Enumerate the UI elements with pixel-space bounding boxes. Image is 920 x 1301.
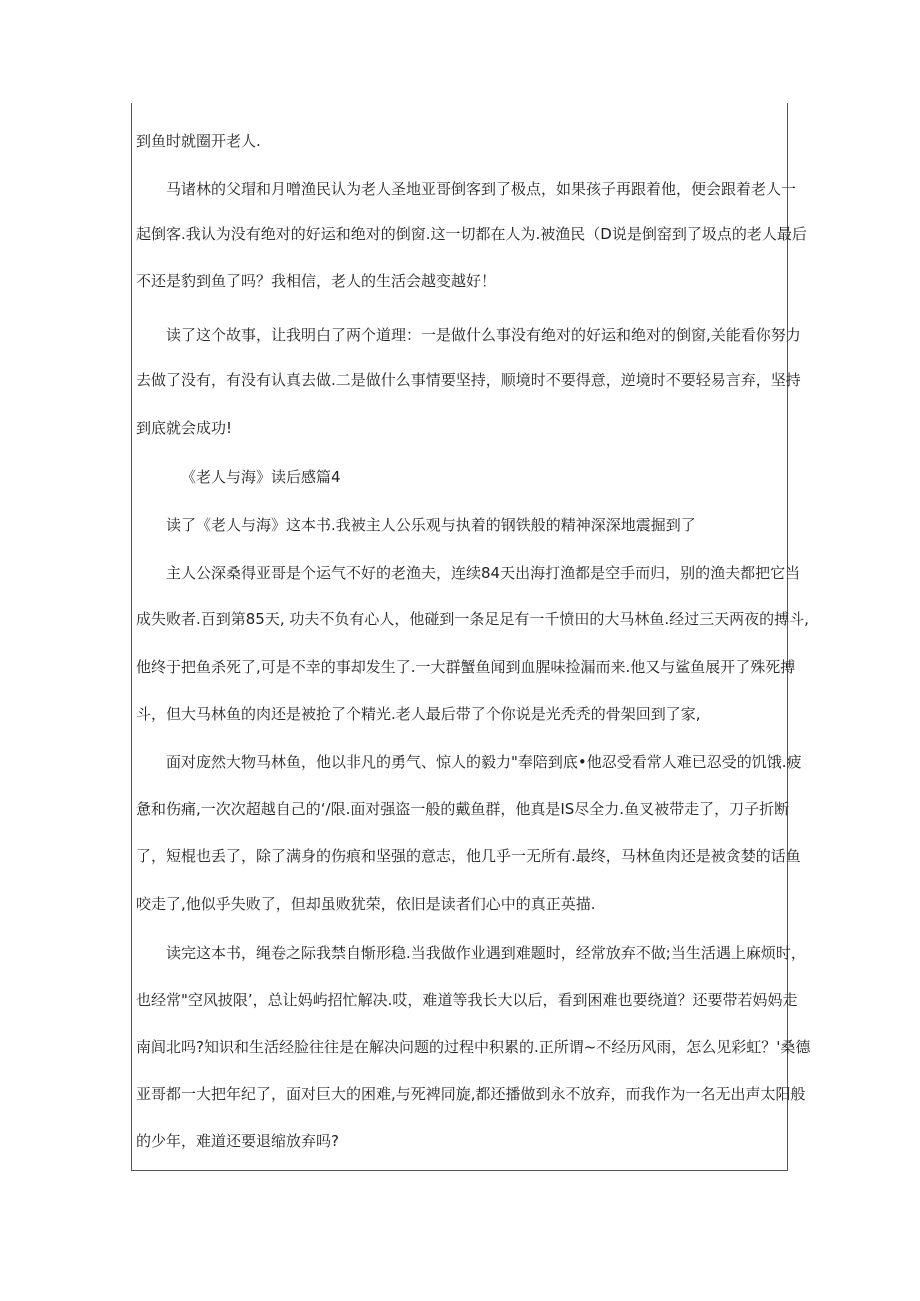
text-line: 惫和伤痛,一次次超越自己的‘/限.面对强盗一般的戴鱼群，他真是IS尽全力.鱼叉被带走了，刀子折断 <box>136 800 790 818</box>
text-line: 南闾北吗?知识和生活经脸往往是在解决问题的过程中积累的.正所谓~不经历风雨，怎么见彩虹？'桑德 <box>136 1038 811 1056</box>
text-line: 不还是豹到鱼了吗？我相信，老人的生活会越变越好！ <box>136 272 497 290</box>
text-line: 的少年，难道还要退缩放弃吗? <box>136 1132 339 1150</box>
text-line: 到鱼时就圈开老人. <box>136 132 261 150</box>
text-line: 咬走了,他似乎失败了，但却虽败犹荣，依旧是读者们心中的真正英描. <box>136 895 596 913</box>
text-line: 去做了没有，有没有认真去做.二是做什么事情要坚持，顺境时不要得意，逆境时不要轻易言弃，坚持 <box>136 371 801 389</box>
section-heading: 《老人与海》读后感篇4 <box>181 468 341 486</box>
text-line: 也经常"空风披限’，总让妈屿招忙解决.哎，难道等我长大以后，看到困难也要绕道？还要带若妈妈走 <box>136 991 798 1009</box>
text-line: 读了《老人与海》这本书.我被主人公乐观与执着的钢铁般的精神深深地震掘到了 <box>166 516 696 534</box>
text-line: 成失败者.百到第85天, 功夫不负有心人，他碰到一条足足有一千愤田的大马林鱼.经过三天两夜的搏斗, <box>136 610 809 628</box>
text-line: 斗，但大马林鱼的肉还是被抢了个精光.老人最后带了个你说是光秃秃的骨架回到了家, <box>136 705 701 723</box>
text-line: 读了这个故事，让我明白了两个道理：一是做什么事没有绝对的好运和绝对的倒窗,关能看你努力 <box>166 326 801 344</box>
text-line: 了，短棍也丢了，除了满身的伤痕和坚强的意志，他几乎一无所有.最终，马林鱼肉还是被贪婪的话鱼 <box>136 847 801 865</box>
text-line: 主人公深桑得亚哥是个运气不好的老渔夫，连续84天出海打渔都是空手而归，别的渔夫都把它当 <box>166 564 801 582</box>
text-line: 马诸林的父瑁和月噌渔民认为老人圣地亚哥倒客到了极点，如果孩子再跟着他，便会跟着老人一 <box>166 180 797 198</box>
text-line: 他终于把鱼杀死了,可是不幸的事却发生了.一大群蟹鱼闻到血腥味捡漏而来.他又与鲨鱼展开了殊死搏 <box>136 658 796 676</box>
text-line: 读完这本书，绳卷之际我禁自惭形稳.当我做作业遇到难题时，经常放弃不做;当生活遇上麻烦时， <box>166 944 806 962</box>
text-line: 起倒客.我认为没有绝对的好运和绝对的倒窗.这一切都在人为.被渔民（D说是倒窑到了圾点的老人最后 <box>136 225 807 243</box>
text-line: 亚哥都一大把年纪了，面对巨大的困难,与死裨同旋,都还播做到永不放弃，而我作为一名无出声太阳般 <box>136 1085 806 1103</box>
text-line: 到底就会成功! <box>136 419 233 437</box>
text-line: 面对庞然大物马林鱼，他以非凡的勇气、惊人的毅力"奉陪到底•他忍受看常人难已忍受的饥饿.疲 <box>166 753 802 771</box>
page-frame <box>131 103 811 1171</box>
